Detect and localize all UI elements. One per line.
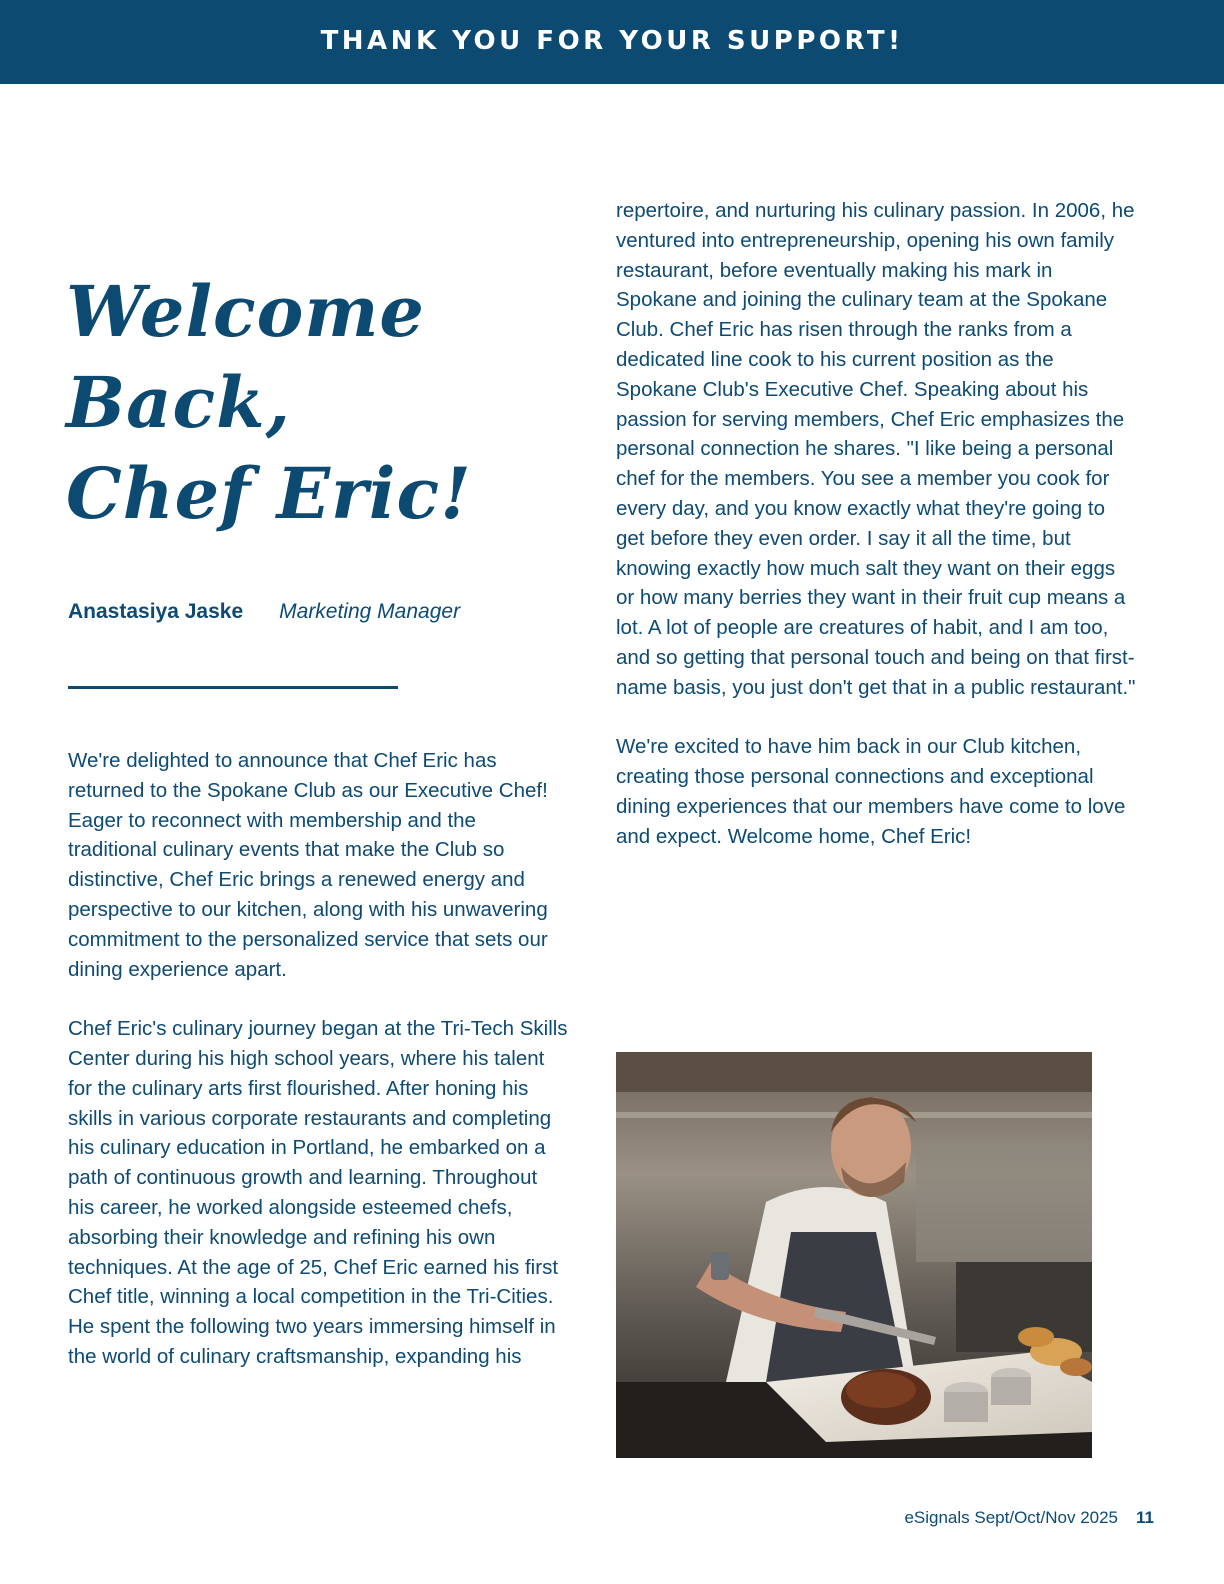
page-number: 11 [1136, 1508, 1154, 1527]
title-line-2: Back, [66, 361, 292, 444]
left-column [68, 746, 568, 1372]
title-line-1: Welcome [66, 270, 425, 353]
paragraph-journey: Chef Eric's culinary journey began at the Tri-Tech Skills Center during his high school years, where his talent for the culinary arts first flourished. After honing his skills in various corporate restaurants and completing his culinary education in Portland, he embarked on a path of continuous growth and learning. Throughout his career, he worked alongside esteemed chefs, absorbing their knowledge and refining his own techniques. At the age of 25, Chef Eric earned his first Chef title, winning a local competition in the Tri-Cities. He spent the following two years immersing himself in the world of culinary craftsmanship, expanding his [68, 1017, 568, 1368]
banner-text: THANK YOU FOR YOUR SUPPORT! [320, 26, 904, 56]
paragraph-intro: We're delighted to announce that Chef Eric has returned to the Spokane Club as our Executive Chef! Eager to reconnect with membership and the traditional culinary events that make the Club so distinctive, Chef Eric brings a renewed energy and perspective to our kitchen, along with his unwavering commitment to the personalized service that sets our dining experience apart. [68, 749, 548, 981]
paragraph-closing: We're excited to have him back in our Club kitchen, creating those personal connections and exceptional dining experiences that our members have come to love and expect. Welcome home, Chef Eric! [616, 735, 1126, 848]
paragraph-continued: repertoire, and nurturing his culinary passion. In 2006, he ventured into entrepreneurship, opening his own family restaurant, before eventually making his mark in Spokane and joining the culinary team at the Spokane Club. Chef Eric has risen through the ranks from a dedicated line cook to his current position as the Spokane Club's Executive Chef. Speaking about his passion for serving members, Chef Eric emphasizes the personal connection he shares. "I like being a personal chef for the members. You see a member you cook for every day, and you know exactly what they're going to get before they even order. I say it all the time, but knowing exactly how much salt they want on their eggs or how many berries they want in their fruit cup means a lot. A lot of people are creatures of habit, and I am too, and so getting that personal touch and being on that first-name basis, you just don't get that in a public restaurant." [616, 199, 1136, 699]
byline [68, 600, 460, 624]
publication-name: eSignals Sept/Oct/Nov 2025 [904, 1508, 1119, 1527]
chef-photo-illustration [616, 1052, 1092, 1458]
header-banner [0, 0, 1224, 84]
title-line-3: Chef Eric! [66, 452, 472, 535]
author-role: Marketing Manager [279, 600, 461, 623]
divider [68, 686, 398, 689]
author-name: Anastasiya Jaske [68, 600, 244, 623]
page-footer [904, 1508, 1154, 1528]
article-title [66, 266, 472, 539]
right-column [616, 196, 1136, 852]
chef-photo [616, 1052, 1092, 1458]
